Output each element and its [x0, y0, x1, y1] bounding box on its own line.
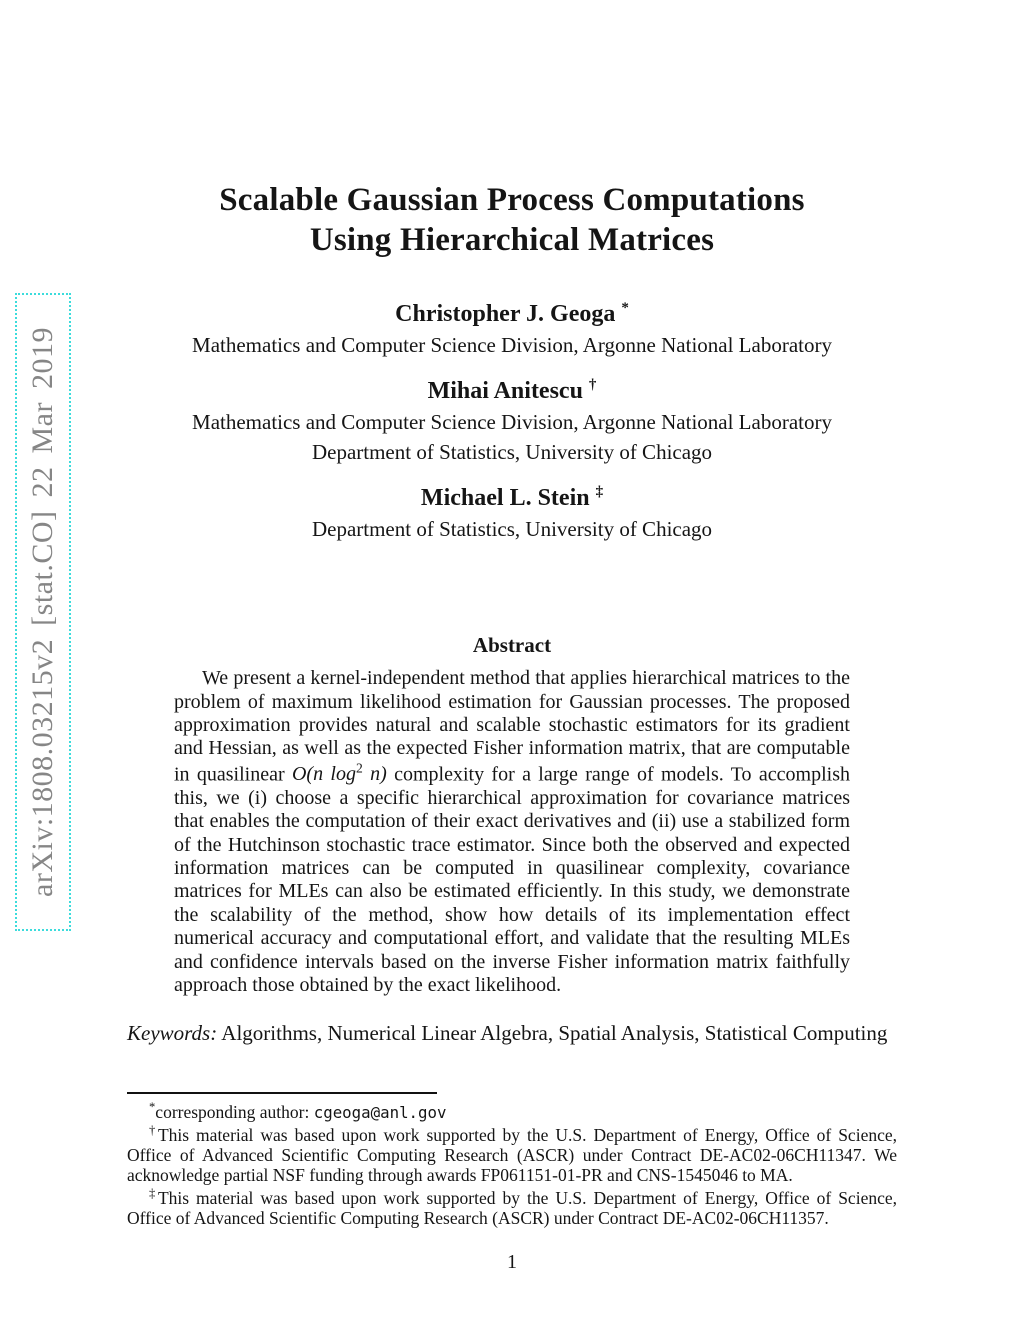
arxiv-stamp-text: arXiv:1808.03215v2 [stat.CO] 22 Mar 2019	[26, 327, 59, 897]
author-name-text: Michael L. Stein	[420, 485, 590, 512]
footnote-symbol: †	[149, 1122, 158, 1137]
abstract-heading: Abstract	[472, 633, 552, 658]
abstract-part1: We present a kernel-independent method that applies hierarchical matrices to the problem of maximum likelihood estimation for Gaussian processes. The proposed approximation provides natural and scalable stochastic estimators for its gradient and Hessian, as well as the expected Fisher information matrix, that are computable in quasilinear	[174, 667, 850, 786]
paper-title	[127, 181, 897, 260]
footnote-rule	[127, 1092, 437, 1094]
abstract-part2: complexity for a large range of models. To accomplish this, we (i) choose a specific hierarchical approximation for covariance matrices that enables the computation of their exact derivatives and (ii) use a stabilized form of the Hutchinson stochastic trace estimator. Since both the observed and expected information matrices can be computed in quasilinear complexity, covariance matrices for MLEs can also be estimated efficiently. In this study, we demonstrate the scalability of the method, show how details of its implementation effect numerical accuracy and computational effort, and validate that the resulting MLEs and confidence intervals based on the inverse Fisher information matrix faithfully approach those obtained by the exact likelihood.	[174, 763, 850, 996]
complexity-formula	[291, 760, 387, 786]
author-affiliation: Mathematics and Computer Science Division, Argonne National Laboratory	[192, 333, 832, 358]
formula-post: n)	[362, 763, 387, 786]
author-footnote-symbol: †	[588, 377, 597, 394]
author-block-stein	[127, 477, 897, 543]
footnote-funding-stein	[127, 1186, 897, 1229]
footnotes-section	[127, 1092, 897, 1228]
paper-page	[127, 0, 897, 1274]
formula-pre: O(n log	[291, 763, 356, 786]
footnote-symbol: ‡	[149, 1185, 158, 1200]
footnote-funding-anitescu	[127, 1123, 897, 1186]
formula-exponent: 2	[355, 760, 363, 776]
paper-title-line2: Using Hierarchical Matrices	[309, 221, 715, 258]
author-affiliation: Department of Statistics, University of Chicago	[311, 440, 713, 465]
footnote-text: corresponding author:	[155, 1102, 314, 1123]
keywords-label: Keywords:	[127, 1021, 218, 1046]
abstract-text	[174, 667, 850, 997]
footnote-text: This material was based upon work supported by the U.S. Department of Energy, Office of Science, Office of Advanced Scientific Computing Research (ASCR) under Contract DE-AC02-06CH11357.	[127, 1187, 897, 1229]
paper-title-line1: Scalable Gaussian Process Computations	[219, 182, 805, 218]
author-name-geoga	[127, 293, 897, 329]
author-footnote-symbol: ‡	[595, 484, 604, 501]
arxiv-stamp-box	[15, 293, 71, 931]
author-block-anitescu	[127, 370, 897, 466]
keywords-text: Algorithms, Numerical Linear Algebra, Spatial Analysis, Statistical Computing	[217, 1021, 888, 1046]
footnote-corresponding-author	[127, 1100, 897, 1122]
footnote-text: This material was based upon work supported by the U.S. Department of Energy, Office of Science, Office of Advanced Scientific Computing Research (ASCR) under Contract DE-AC02-06CH11347. We acknowledge partial NSF funding through awards FP061151-01-PR and CNS-1545046 to MA.	[127, 1124, 897, 1186]
keywords-line	[127, 1021, 897, 1046]
author-name-text: Mihai Anitescu	[427, 378, 583, 405]
author-name-anitescu	[127, 370, 897, 406]
author-affiliation: Department of Statistics, University of Chicago	[311, 517, 713, 542]
footnote-symbol: *	[149, 1100, 156, 1115]
footnote-email: cgeoga@anl.gov	[313, 1103, 447, 1123]
author-name-stein	[127, 477, 897, 513]
author-footnote-symbol: *	[621, 300, 629, 317]
authors-section	[127, 293, 897, 543]
page-number: 1	[507, 1250, 517, 1273]
author-name-text: Christopher J. Geoga	[395, 301, 616, 328]
author-block-geoga	[127, 293, 897, 359]
author-affiliation: Mathematics and Computer Science Division, Argonne National Laboratory	[192, 410, 832, 435]
